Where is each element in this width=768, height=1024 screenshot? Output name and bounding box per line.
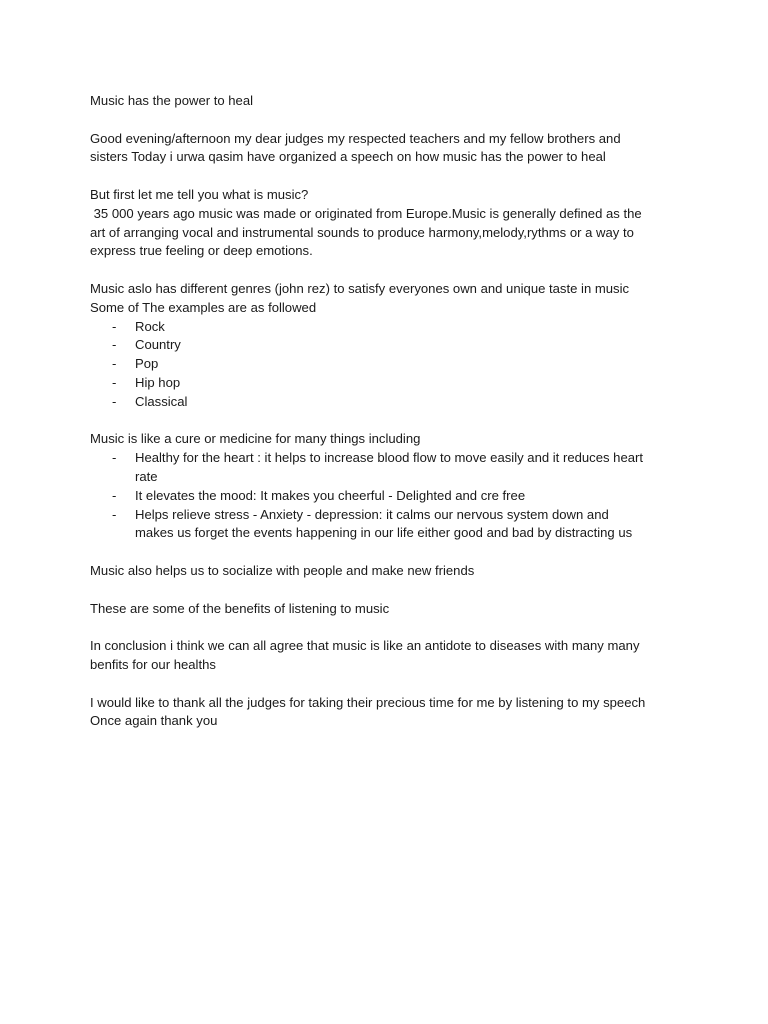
text-line: It elevates the mood: It makes you cheerful - Delighted and cre free	[135, 487, 526, 503]
list-item	[90, 449, 690, 487]
bullet-dash: -	[112, 356, 117, 372]
paragraph-gap	[90, 675, 690, 694]
text-line: art of arranging vocal and instrumental sounds to produce harmony,melody,rythms or a way to	[90, 224, 634, 240]
conclusion-paragraph	[90, 637, 690, 675]
text-line: rate	[135, 468, 158, 484]
bullet-dash: -	[112, 393, 117, 409]
genres-paragraph	[90, 280, 690, 412]
cure-list	[90, 449, 690, 543]
document-title: Music has the power to heal	[90, 93, 254, 108]
text-line: makes us forget the events happening in our life either good and bad by distracting us	[135, 525, 633, 541]
bullet-dash: -	[112, 450, 117, 466]
paragraph-gap	[90, 111, 690, 130]
paragraph-gap	[90, 618, 690, 637]
document-page	[90, 92, 690, 731]
list-item: - Hip hop	[90, 374, 690, 393]
thanks-paragraph	[90, 694, 690, 732]
text-line: Healthy for the heart : it helps to increase blood flow to move easily and it reduces heart	[135, 450, 644, 466]
cure-paragraph	[90, 430, 690, 543]
bullet-dash: -	[112, 374, 117, 390]
paragraph-gap	[90, 167, 690, 186]
bullet-dash: -	[112, 318, 117, 334]
list-item: - Rock	[90, 318, 690, 337]
text-line: I would like to thank all the judges for taking their precious time for me by listening to my speech	[90, 694, 646, 710]
text-line: Once again thank you	[90, 713, 218, 729]
text-line: Good evening/afternoon my dear judges my respected teachers and my fellow brothers and	[90, 130, 621, 146]
benefits-paragraph: These are some of the benefits of listening to music	[90, 600, 390, 616]
list-item: - Country	[90, 336, 690, 355]
text-line: 35 000 years ago music was made or originated from Europe.Music is generally defined as the	[90, 205, 642, 221]
bullet-dash: -	[112, 337, 117, 353]
greeting-paragraph	[90, 130, 690, 168]
list-item	[90, 506, 690, 544]
text-line: Music is like a cure or medicine for many things including	[90, 431, 421, 447]
text-line: Music aslo has different genres (john rez) to satisfy everyones own and unique taste in music	[90, 280, 630, 296]
list-item	[90, 487, 690, 506]
text-line: benfits for our healths	[90, 656, 216, 672]
bullet-dash: -	[112, 506, 117, 522]
list-item: - Classical	[90, 393, 690, 412]
genres-list	[90, 318, 690, 412]
socialize-paragraph: Music also helps us to socialize with people and make new friends	[90, 562, 475, 578]
paragraph-gap	[90, 581, 690, 600]
paragraph-gap	[90, 412, 690, 431]
text-line: express true feeling or deep emotions.	[90, 243, 313, 259]
bullet-dash: -	[112, 487, 117, 503]
paragraph-gap	[90, 543, 690, 562]
paragraph-gap	[90, 261, 690, 280]
text-line: Some of The examples are as followed	[90, 299, 317, 315]
what-is-music-paragraph	[90, 186, 690, 261]
text-line: Helps relieve stress - Anxiety - depression: it calms our nervous system down and	[135, 506, 609, 522]
text-line: In conclusion i think we can all agree that music is like an antidote to diseases with many many	[90, 638, 640, 654]
list-item: - Pop	[90, 355, 690, 374]
text-line: sisters Today i urwa qasim have organized a speech on how music has the power to heal	[90, 149, 606, 165]
text-line: But first let me tell you what is music?	[90, 186, 309, 202]
